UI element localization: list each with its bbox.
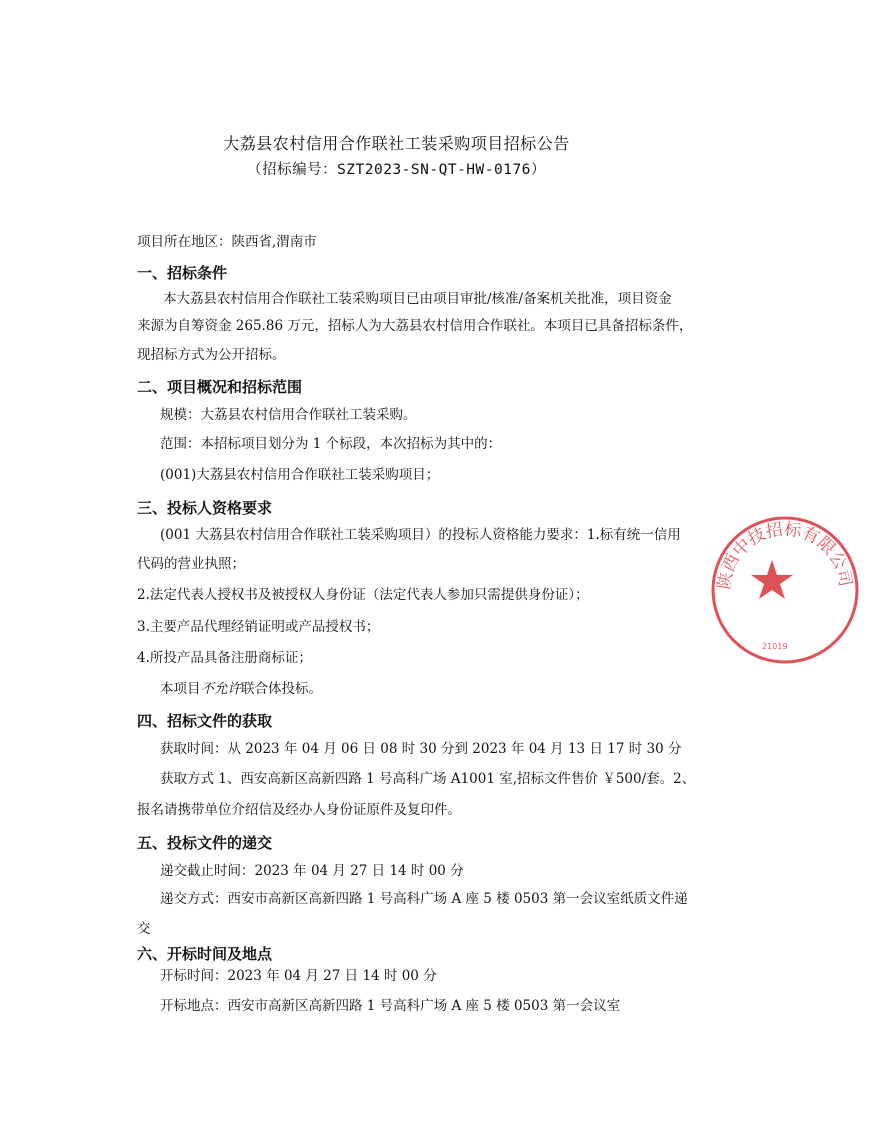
section-4-time: 获取时间：从 2023 年 04 月 06 日 08 时 30 分到 2023 年 04 月 13 日 17 时 30 分	[160, 741, 682, 757]
document-title: 大荔县农村信用合作联社工装采购项目招标公告	[223, 134, 570, 153]
company-seal-stamp	[700, 505, 870, 675]
seal-star-icon	[751, 560, 793, 599]
section-6-place: 开标地点：西安市高新区高新四路 1 号高科广场 A 座 5 楼 0503 第一会议室	[160, 998, 621, 1014]
section-3-req-2: 2.法定代表人授权书及被授权人身份证（法定代表人参加只需提供身份证）；	[137, 587, 589, 603]
section-6-time: 开标时间：2023 年 04 月 27 日 14 时 00 分	[160, 968, 437, 984]
section-1-heading: 一、招标条件	[137, 264, 228, 282]
consortium-note-post: 联合体投标。	[241, 681, 322, 697]
section-2-range: 范围：本招标项目划分为 1 个标段，本次招标为其中的：	[160, 436, 502, 452]
section-3-para-line-2: 代码的营业执照；	[137, 556, 245, 572]
section-2-scale: 规模：大荔县农村信用合作联社工装采购。	[160, 407, 417, 423]
bid-number: （招标编号：SZT2023-SN-QT-HW-0176）	[247, 162, 546, 178]
section-1-para-line-3: 现招标方式为公开招标。	[137, 347, 286, 363]
project-region: 项目所在地区：陕西省,渭南市	[137, 234, 317, 250]
section-6-heading: 六、开标时间及地点	[137, 945, 273, 963]
section-4-method-line-2: 报名请携带单位介绍信及经办人身份证原件及复印件。	[137, 802, 461, 818]
section-5-method-line-1: 递交方式：西安市高新区高新四路 1 号高科广场 A 座 5 楼 0503 第一会议室纸质文件递	[160, 891, 688, 907]
consortium-note-pre: 本项目	[160, 681, 201, 697]
consortium-note-emphasis: 不允许	[200, 681, 241, 697]
section-5-deadline: 递交截止时间：2023 年 04 月 27 日 14 时 00 分	[160, 863, 464, 879]
section-5-method-line-2: 交	[137, 921, 151, 937]
section-4-heading: 四、招标文件的获取	[137, 712, 273, 730]
section-5-heading: 五、投标文件的递交	[137, 834, 273, 852]
section-3-req-4: 4.所投产品具备注册商标证；	[137, 650, 312, 666]
section-3-req-3: 3.主要产品代理经销证明或产品授权书；	[137, 619, 380, 635]
section-4-method-line-1: 获取方式 1、西安高新区高新四路 1 号高科广场 A1001 室,招标文件售价 ￥500/套。2、	[160, 771, 696, 787]
section-1-para-line-1: 本大荔县农村信用合作联社工装采购项目已由项目审批/核准/备案机关批准，项目资金	[163, 291, 672, 307]
section-3-heading: 三、投标人资格要求	[137, 499, 273, 517]
section-1-para-line-2: 来源为自筹资金 265.86 万元，招标人为大荔县农村信用合作联社。本项目已具备招标条件，	[137, 318, 693, 334]
seal-text: 陕西中技招标有限公司	[714, 519, 856, 591]
seal-serial: 21019	[762, 642, 788, 651]
section-2-item: (001)大荔县农村信用合作联社工装采购项目；	[160, 467, 440, 483]
section-2-heading: 二、项目概况和招标范围	[137, 378, 303, 396]
section-3-para-line-1: (001 大荔县农村信用合作联社工装采购项目）的投标人资格能力要求：1.标有统一信用	[160, 527, 681, 543]
section-3-consortium-note	[160, 680, 322, 698]
